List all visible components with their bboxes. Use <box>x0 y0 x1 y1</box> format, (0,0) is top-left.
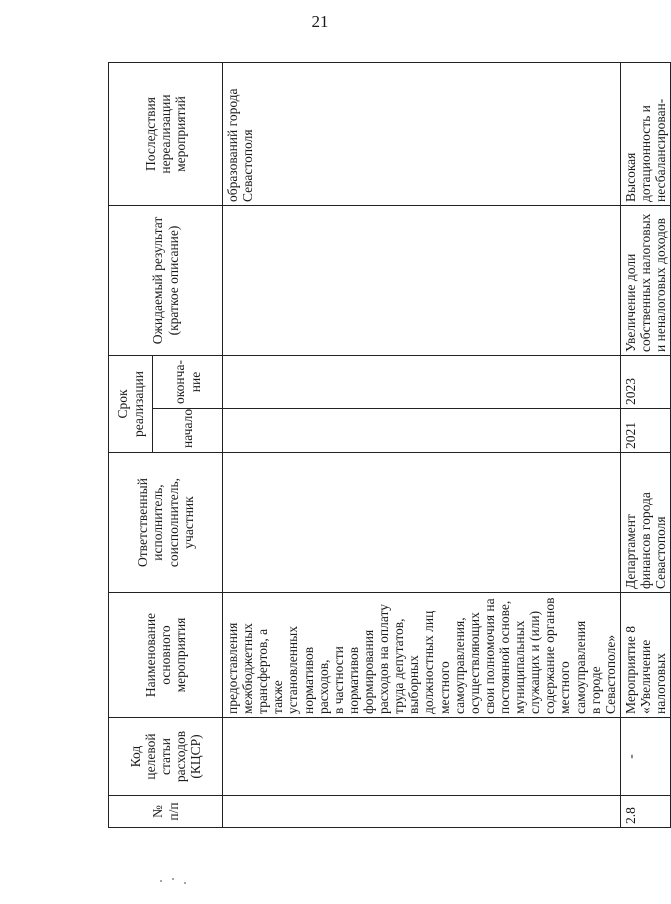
name-line: налоговых <box>653 653 669 714</box>
row-number: 2.8 <box>620 796 670 828</box>
header-expected: Ожидаемый результат (краткое описание) <box>109 205 223 355</box>
row-code <box>223 718 621 796</box>
name-line: трансфертов, а также <box>255 628 286 714</box>
name-line: «Увеличение <box>637 639 653 714</box>
header-consequences: Последствия нереализации мероприятий <box>109 62 223 205</box>
header-number: № п/п <box>109 796 223 828</box>
row-number <box>223 796 621 828</box>
row-responsible <box>223 453 621 593</box>
name-line: Мероприятие 8 <box>622 626 638 714</box>
row-start <box>223 409 621 453</box>
scan-speck <box>172 878 174 880</box>
name-line: установленных <box>285 626 301 714</box>
name-line: муниципальных <box>512 620 528 714</box>
rotated-table-container <box>108 63 669 828</box>
name-line: свои полномочия на <box>481 598 497 714</box>
name-line: местного <box>436 661 452 714</box>
row-code: - <box>620 718 670 796</box>
name-line: межбюджетных <box>240 623 256 714</box>
name-line: выборных <box>406 655 422 714</box>
row-start: 2021 <box>620 409 670 453</box>
header-start: начало <box>153 409 223 453</box>
name-line: нормативов <box>345 646 361 714</box>
scan-speck <box>184 882 186 884</box>
row-end <box>223 355 621 408</box>
scan-speck <box>160 880 162 882</box>
row-name <box>620 593 670 718</box>
name-line: самоуправления <box>572 620 588 714</box>
header-code: Код целевой статьи расходов (КЦСР) <box>109 718 223 796</box>
name-line: служащих и (или) <box>527 610 543 714</box>
table-row <box>223 62 621 827</box>
name-line: должностных лиц <box>421 610 437 714</box>
name-line: осуществляющих <box>466 612 482 714</box>
page-number: 21 <box>311 12 329 31</box>
header-name: Наименование основного мероприятия <box>109 593 223 718</box>
name-line: постоянной основе, <box>496 600 512 714</box>
name-line: предоставления <box>225 622 240 714</box>
row-end: 2023 <box>620 355 670 408</box>
measures-table <box>108 62 671 828</box>
name-line: расходов на оплату <box>376 604 392 714</box>
name-line: нормативов расходов, <box>300 646 331 714</box>
header-term: Срок реализации <box>109 355 153 452</box>
name-line: Севастополе» <box>602 634 618 714</box>
name-line: труда депутатов, <box>391 618 407 714</box>
name-line: местного <box>557 661 573 714</box>
name-line: содержание органов <box>542 597 558 714</box>
name-line: формирования <box>360 629 376 714</box>
table-row <box>620 62 670 827</box>
row-expected <box>223 205 621 355</box>
name-line: в частности <box>330 646 346 714</box>
row-consequences: образований города Севастополя <box>223 62 621 205</box>
row-name <box>223 593 621 718</box>
row-responsible: Департамент финансов города Севастополя <box>620 453 670 593</box>
header-responsible: Ответственный исполнитель, соисполнитель, участник <box>109 453 223 593</box>
row-consequences: Высокая дотационность и несбалансирован- <box>620 62 670 205</box>
name-line: в городе <box>587 666 603 714</box>
header-end: оконча-ние <box>153 355 223 408</box>
row-expected: Увеличение доли собственных налоговых и неналоговых доходов <box>620 205 670 355</box>
name-line: самоуправления, <box>451 617 467 714</box>
